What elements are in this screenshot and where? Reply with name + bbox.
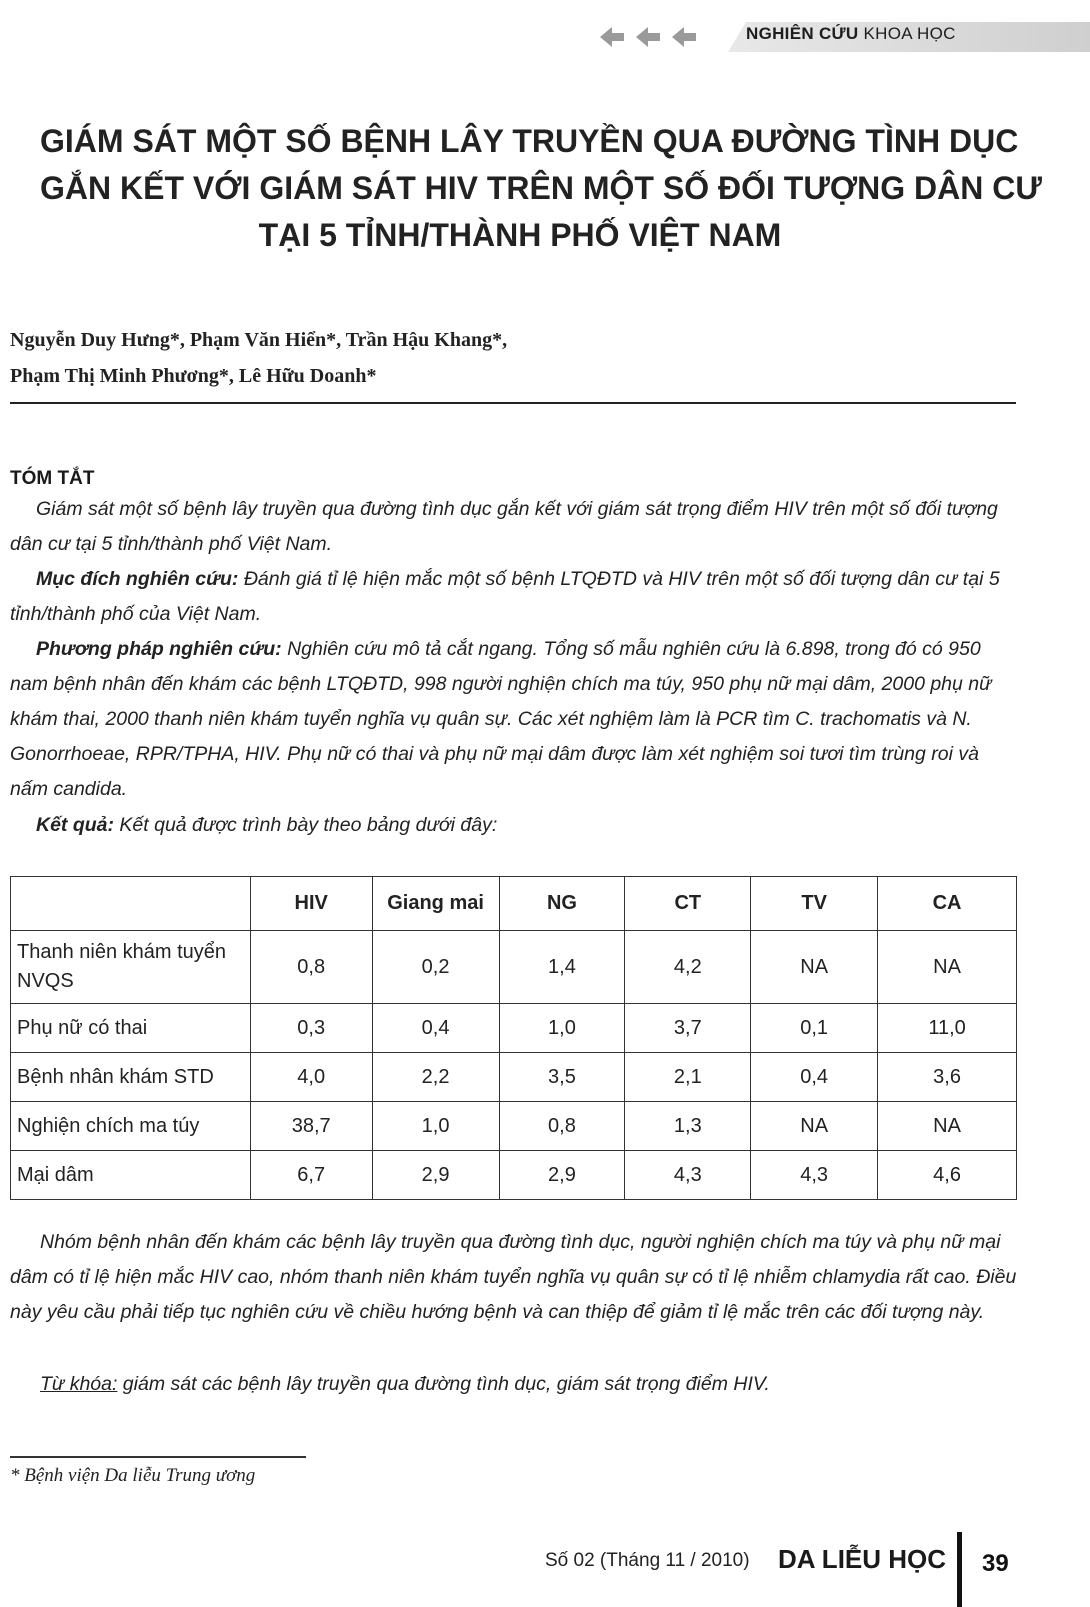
aim-label: Mục đích nghiên cứu:	[36, 568, 239, 590]
table-cell: 4,3	[751, 1151, 878, 1200]
table-cell: 2,9	[499, 1151, 625, 1200]
table-cell: NA	[751, 931, 878, 1004]
table-cell: 4,6	[878, 1151, 1017, 1200]
results-table	[10, 876, 1017, 1200]
table-cell: 0,4	[751, 1053, 878, 1102]
result-text: Kết quả được trình bày theo bảng dưới đây:	[114, 814, 498, 836]
table-cell: 1,3	[625, 1102, 751, 1151]
footnote: * Bệnh viện Da liễu Trung ương	[10, 1465, 256, 1486]
method-label: Phương pháp nghiên cứu:	[36, 638, 282, 660]
table-cell: 3,6	[878, 1053, 1017, 1102]
table-row	[11, 931, 1017, 1004]
section-label	[746, 24, 956, 44]
author-line: Nguyễn Duy Hưng*, Phạm Văn Hiển*, Trần Hậu Khang*,	[10, 329, 508, 351]
aim-text: Đánh giá tỉ lệ hiện mắc một số bệnh LTQĐTD và HIV trên một số đối tượng dân cư tại 5 tỉnh/thành phố của Việt Nam.	[10, 568, 1000, 625]
table-cell: 3,7	[625, 1004, 751, 1053]
table-cell: 1,4	[499, 931, 625, 1004]
keyword-label: Từ khóa:	[40, 1373, 118, 1395]
table-cell: NA	[751, 1102, 878, 1151]
result-label: Kết quả:	[36, 814, 114, 836]
table-cell: 3,5	[499, 1053, 625, 1102]
table-row	[11, 1151, 1017, 1200]
method-text: Nghiên cứu mô tả cắt ngang. Tổng số mẫu nghiên cứu là 6.898, trong đó có 950 nam bệnh nhân đến khám các bệnh LTQĐTD, 998 người nghiện chích ma túy, 950 phụ nữ mại dâm, 2000 phụ nữ khám thai, 2000 thanh niên khám tuyển nghĩa vụ quân sự. Các xét nghiệm làm là PCR tìm C. trachomatis và N. Gonorrhoeae, RPR/TPHA, HIV. Phụ nữ có thai và phụ nữ mại dâm được làm xét nghiệm soi tươi tìm trùng roi và nấm candida.	[10, 638, 992, 800]
author-line: Phạm Thị Minh Phương*, Lê Hữu Doanh*	[10, 365, 377, 387]
table-header-cell: NG	[499, 877, 625, 931]
table-cell: 0,8	[250, 931, 372, 1004]
abstract-aim	[10, 562, 1020, 632]
table-cell: 0,8	[499, 1102, 625, 1151]
table-header-cell	[11, 877, 251, 931]
table-cell: 0,2	[372, 931, 499, 1004]
table-header-cell: CA	[878, 877, 1017, 931]
table-row-label: Thanh niên khám tuyển NVQS	[11, 931, 251, 1004]
table-cell: 2,9	[372, 1151, 499, 1200]
abstract-method	[10, 632, 1020, 807]
author-list	[10, 322, 1010, 394]
table-header-cell: TV	[751, 877, 878, 931]
divider	[10, 402, 1016, 404]
table-cell: 4,0	[250, 1053, 372, 1102]
table-cell: NA	[878, 1102, 1017, 1151]
footnote-divider	[10, 1456, 306, 1458]
table-row-label: Mại dâm	[11, 1151, 251, 1200]
table-cell: 0,1	[751, 1004, 878, 1053]
page-title	[40, 118, 1042, 259]
table-cell: 1,0	[372, 1102, 499, 1151]
table-cell: 11,0	[878, 1004, 1017, 1053]
title-line: GẮN KẾT VỚI GIÁM SÁT HIV TRÊN MỘT SỐ ĐỐI TƯỢNG DÂN CƯ	[40, 170, 1042, 206]
title-line: TẠI 5 TỈNH/THÀNH PHỐ VIỆT NAM	[258, 217, 782, 253]
table-cell: 4,2	[625, 931, 751, 1004]
journal-name: DA LIỄU HỌC	[778, 1544, 947, 1574]
table-header-row	[11, 877, 1017, 931]
title-line: GIÁM SÁT MỘT SỐ BỆNH LÂY TRUYỀN QUA ĐƯỜNG TÌNH DỤC	[40, 123, 1019, 159]
arrow-left-icon	[600, 24, 730, 50]
table-header-cell: CT	[625, 877, 751, 931]
table-row	[11, 1053, 1017, 1102]
table-row	[11, 1102, 1017, 1151]
table-cell: 38,7	[250, 1102, 372, 1151]
keyword-text: giám sát các bệnh lây truyền qua đường tình dục, giám sát trọng điểm HIV.	[117, 1373, 770, 1395]
section-label-rest: KHOA HỌC	[863, 24, 956, 43]
table-header-cell: Giang mai	[372, 877, 499, 931]
table-cell: 1,0	[499, 1004, 625, 1053]
table-cell: NA	[878, 931, 1017, 1004]
section-label-bold: NGHIÊN CỨU	[746, 24, 859, 43]
table-cell: 6,7	[250, 1151, 372, 1200]
keywords	[10, 1367, 1020, 1402]
table-cell: 2,2	[372, 1053, 499, 1102]
table-row-label: Nghiện chích ma túy	[11, 1102, 251, 1151]
table-row-label: Bệnh nhân khám STD	[11, 1053, 251, 1102]
table-cell: 4,3	[625, 1151, 751, 1200]
abstract-intro: Giám sát một số bệnh lây truyền qua đường tình dục gắn kết với giám sát trọng điểm HIV trên một số đối tượng dân cư tại 5 tỉnh/thành phố Việt Nam.	[10, 498, 998, 555]
table-cell: 2,1	[625, 1053, 751, 1102]
abstract-heading: TÓM TẮT	[10, 468, 95, 489]
abstract-conclusion: Nhóm bệnh nhân đến khám các bệnh lây truyền qua đường tình dục, người nghiện chích ma túy và phụ nữ mại dâm có tỉ lệ hiện mắc HIV cao, nhóm thanh niên khám tuyển nghĩa vụ quân sự có tỉ lệ nhiễm chlamydia rất cao. Điều này yêu cầu phải tiếp tục nghiên cứu về chiều hướng bệnh và can thiệp để giảm tỉ lệ mắc trên các đối tượng này.	[10, 1231, 1017, 1323]
issue-info: Số 02 (Tháng 11 / 2010)	[545, 1550, 750, 1571]
table-cell: 0,4	[372, 1004, 499, 1053]
table-row	[11, 1004, 1017, 1053]
footer-divider	[957, 1532, 962, 1607]
page-number: 39	[982, 1550, 1009, 1577]
section-header	[600, 18, 1090, 56]
table-header-cell: HIV	[250, 877, 372, 931]
table-row-label: Phụ nữ có thai	[11, 1004, 251, 1053]
table-cell: 0,3	[250, 1004, 372, 1053]
abstract-result	[10, 808, 1020, 843]
